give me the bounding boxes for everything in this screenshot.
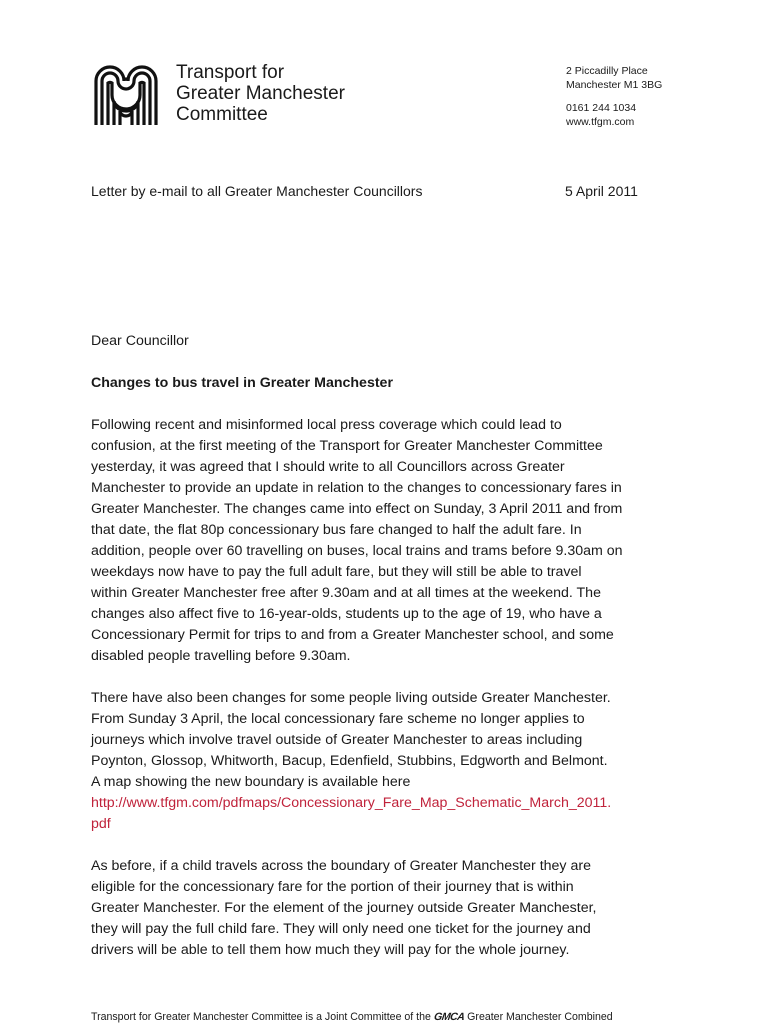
- text-line: addition, people over 60 travelling on buses, local trains and trams before 9.30am on: [91, 543, 623, 559]
- distribution-line: Letter by e-mail to all Greater Manchester Councillors: [91, 183, 423, 199]
- salutation: Dear Councillor: [91, 333, 189, 349]
- text-line: Concessionary Permit for trips to and from a Greater Manchester school, and some: [91, 627, 614, 643]
- text-line: As before, if a child travels across the boundary of Greater Manchester they are: [91, 858, 591, 874]
- text-line: they will pay the full child fare. They will only need one ticket for the journey and: [91, 921, 591, 937]
- text-line: Greater Manchester. The changes came into effect on Sunday, 3 April 2011 and from: [91, 501, 623, 517]
- address-line: Manchester M1 3BG: [566, 79, 663, 91]
- paragraph-3: [91, 856, 691, 961]
- org-name-line: Greater Manchester: [176, 83, 345, 104]
- footer-note: [91, 1011, 613, 1023]
- letter-date: 5 April 2011: [565, 183, 638, 199]
- text-line: Greater Manchester. For the element of the journey outside Greater Manchester,: [91, 900, 597, 916]
- phone-number: 0161 244 1034: [566, 102, 637, 114]
- text-line: confusion, at the first meeting of the Transport for Greater Manchester Committee: [91, 438, 603, 454]
- footer-text: Transport for Greater Manchester Committee is a Joint Committee of the: [91, 1011, 434, 1023]
- paragraph-1: [91, 415, 691, 667]
- text-line: There have also been changes for some people living outside Greater Manchester.: [91, 690, 611, 706]
- text-line: within Greater Manchester free after 9.30am and at all times at the weekend. The: [91, 585, 601, 601]
- text-line: From Sunday 3 April, the local concessionary fare scheme no longer applies to: [91, 711, 585, 727]
- org-name-line: Committee: [176, 104, 268, 125]
- address-line: 2 Piccadilly Place: [566, 65, 648, 77]
- text-line: journeys which involve travel outside of Greater Manchester to areas including: [91, 732, 583, 748]
- text-line: drivers will be able to tell them how much they will pay for the whole journey.: [91, 942, 570, 958]
- paragraph-2: [91, 688, 691, 835]
- organisation-name: [176, 62, 345, 125]
- subject-heading: Changes to bus travel in Greater Manchester: [91, 375, 393, 391]
- letter-body: [91, 331, 691, 982]
- website-link[interactable]: www.tfgm.com: [566, 116, 635, 128]
- map-link-continued[interactable]: pdf: [91, 816, 111, 832]
- text-line: Manchester to provide an update in relation to the changes to concessionary fares in: [91, 480, 622, 496]
- text-line: that date, the flat 80p concessionary bus fare changed to half the adult fare. In: [91, 522, 582, 538]
- text-line: Following recent and misinformed local press coverage which could lead to: [91, 417, 562, 433]
- gmca-logo: GMCA: [433, 1011, 466, 1023]
- text-line: yesterday, it was agreed that I should write to all Councillors across Greater: [91, 459, 565, 475]
- text-line: A map showing the new boundary is available here: [91, 774, 411, 790]
- map-link[interactable]: http://www.tfgm.com/pdfmaps/Concessionary_Fare_Map_Schematic_March_2011.: [91, 795, 612, 811]
- text-line: disabled people travelling before 9.30am.: [91, 648, 351, 664]
- org-name-line: Transport for: [176, 62, 285, 83]
- tfgm-logo-icon: [90, 61, 162, 127]
- text-line: Poynton, Glossop, Whitworth, Bacup, Edenfield, Stubbins, Edgworth and Belmont.: [91, 753, 608, 769]
- footer-text-continued: Greater Manchester Combined: [464, 1011, 613, 1023]
- text-line: weekdays now have to pay the full adult fare, but they will still be able to travel: [91, 564, 582, 580]
- text-line: changes also affect five to 16-year-olds, students up to the age of 19, who have a: [91, 606, 602, 622]
- address-block: [566, 64, 662, 129]
- text-line: eligible for the concessionary fare for the portion of their journey that is within: [91, 879, 574, 895]
